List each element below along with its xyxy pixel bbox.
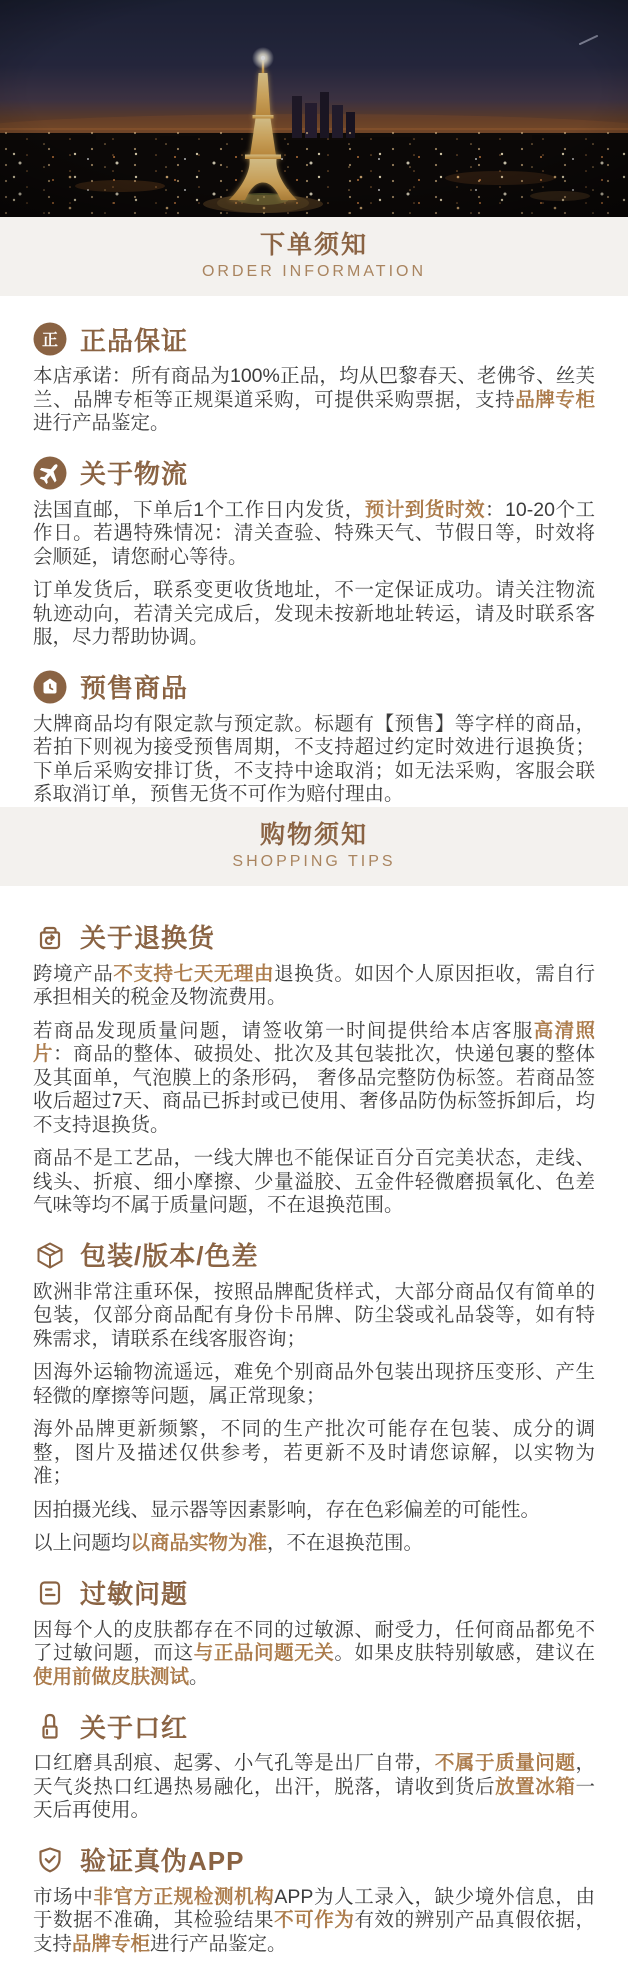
- presale-tag-clock-icon: [33, 670, 67, 704]
- lipstick-icon: [33, 1709, 67, 1743]
- paragraph: 因海外运输物流遥远，难免个别商品外包装出现挤压变形、产生轻微的摩擦等问题，属正常现象；: [33, 1361, 595, 1408]
- shield-check-icon: [33, 1843, 67, 1877]
- svg-text:正: 正: [42, 331, 58, 349]
- section-title: 预售商品: [80, 668, 188, 705]
- section-presale: [33, 670, 595, 807]
- section-header: [33, 920, 595, 954]
- section-header: [33, 670, 595, 704]
- return-bag-icon: [33, 920, 67, 954]
- section-body: [33, 1752, 595, 1823]
- paragraph: 跨境产品不支持七天无理由退换货。如因个人原因拒收，需自行承担相关的税金及物流费用。: [33, 963, 595, 1010]
- paragraph: 商品不是工艺品，一线大牌也不能保证百分百完美状态，走线、线头、折痕、细小摩擦、少量溢胶、五金件轻微磨损氧化、色差气味等均不属于质量问题，不在退换范围。: [33, 1147, 595, 1218]
- paragraph: 欧洲非常注重环保，按照品牌配货样式，大部分商品仅有简单的包装，仅部分商品配有身份卡吊牌、防尘袋或礼品袋等，如有特殊需求，请联系在线客服咨询；: [33, 1281, 595, 1352]
- paragraph: 法国直邮，下单后1个工作日内发货，预计到货时效：10-20个工作日。若遇特殊情况：清关查验、特殊天气、节假日等，时效将会顺延，请您耐心等待。: [33, 499, 595, 570]
- section-title: 包装/版本/色差: [80, 1236, 258, 1273]
- presale-tag-clock-icon: [33, 670, 67, 704]
- section-title: 正品保证: [80, 321, 188, 358]
- section-body: [33, 1619, 595, 1690]
- section-header: [33, 1238, 595, 1272]
- paragraph: 本店承诺：所有商品为100%正品，均从巴黎春天、老佛爷、丝芙兰、品牌专柜等正规渠道采购，可提供采购票据，支持品牌专柜进行产品鉴定。: [33, 365, 595, 436]
- paragraph: 大牌商品均有限定款与预定款。标题有【预售】等字样的商品，若拍下则视为接受预售周期，不支持超过约定时效进行退换货；下单后采购安排订货，不支持中途取消；如无法采购，客服会联系取消订单，预售无货不可作为赔付理由。: [33, 713, 595, 807]
- paragraph: 海外品牌更新频繁，不同的生产批次可能存在包装、成分的调整，图片及描述仅供参考，若更新不及时请您谅解，以实物为准；: [33, 1418, 595, 1489]
- section-header: [33, 1576, 595, 1610]
- paragraph: 因拍摄光线、显示器等因素影响，存在色彩偏差的可能性。: [33, 1499, 595, 1523]
- section-body: [33, 1886, 595, 1957]
- notes-icon: [33, 1576, 67, 1610]
- paragraph: 若商品发现质量问题，请签收第一时间提供给本店客服高清照片：商品的整体、破损处、批次及其包装批次，快递包裹的整体及其面单，气泡膜上的条形码， 奢侈品完整防伪标签。若商品签收后超过7天、商品已拆封或已使用、奢侈品防伪标签拆卸后，均不支持退换货。: [33, 1020, 595, 1138]
- section-body: [33, 365, 595, 436]
- section-body: [33, 963, 595, 1218]
- shield-check-icon: [33, 1843, 67, 1877]
- paragraph: 以上问题均以商品实物为准，不在退换范围。: [33, 1532, 595, 1556]
- paragraph: 市场中非官方正规检测机构APP为人工录入，缺少境外信息，由于数据不准确，其检验结果不可作为有效的辨别产品真假依据，支持品牌专柜进行产品鉴定。: [33, 1886, 595, 1957]
- paris-skyline-photo: [0, 0, 628, 217]
- banner-subtitle-en: ORDER INFORMATION: [0, 263, 628, 280]
- section-authenticity: [33, 322, 595, 436]
- section-body: [33, 1281, 595, 1556]
- section-body: [33, 499, 595, 650]
- banner-title-cn: 购物须知: [0, 822, 628, 848]
- authentic-seal-icon: [33, 322, 67, 356]
- section-packaging: [33, 1238, 595, 1556]
- section-title: 关于物流: [80, 454, 188, 491]
- section-logistics: [33, 456, 595, 650]
- return-bag-icon: [33, 920, 67, 954]
- section-verify-app: [33, 1843, 595, 1957]
- order-info-sections: [0, 322, 628, 807]
- section-header: [33, 456, 595, 490]
- section-header: [33, 322, 595, 356]
- banner-subtitle-en: SHOPPING TIPS: [0, 853, 628, 870]
- shopping-tips-banner: [0, 807, 628, 886]
- section-lipstick: [33, 1709, 595, 1823]
- notes-icon: [33, 1576, 67, 1610]
- airplane-icon: [33, 456, 67, 490]
- airplane-icon: [33, 456, 67, 490]
- section-allergy: [33, 1576, 595, 1690]
- section-header: [33, 1843, 595, 1877]
- authentic-seal-icon: [33, 322, 67, 356]
- section-returns: [33, 920, 595, 1218]
- paragraph: 口红磨具刮痕、起雾、小气孔等是出厂自带，不属于质量问题，天气炎热口红遇热易融化，出汗，脱落，请收到货后放置冰箱一天后再使用。: [33, 1752, 595, 1823]
- section-title: 关于退换货: [80, 918, 215, 955]
- paragraph: 订单发货后，联系变更收货地址，不一定保证成功。请关注物流轨迹动向，若清关完成后，发现未按新地址转运，请及时联系客服，尽力帮助协调。: [33, 579, 595, 650]
- order-information-banner: [0, 217, 628, 296]
- section-title: 验证真伪APP: [80, 1841, 244, 1878]
- lipstick-icon: [33, 1709, 67, 1743]
- section-title: 关于口红: [80, 1708, 188, 1745]
- banner-title-cn: 下单须知: [0, 232, 628, 258]
- shopping-tips-sections: [0, 920, 628, 1976]
- package-box-icon: [33, 1238, 67, 1272]
- section-title: 过敏问题: [80, 1574, 188, 1611]
- paris-night-illustration: [0, 0, 628, 217]
- section-header: [33, 1709, 595, 1743]
- section-body: [33, 713, 595, 807]
- package-box-icon: [33, 1238, 67, 1272]
- paragraph: 因每个人的皮肤都存在不同的过敏源、耐受力，任何商品都免不了过敏问题，而这与正品问题无关。如果皮肤特别敏感，建议在使用前做皮肤测试。: [33, 1619, 595, 1690]
